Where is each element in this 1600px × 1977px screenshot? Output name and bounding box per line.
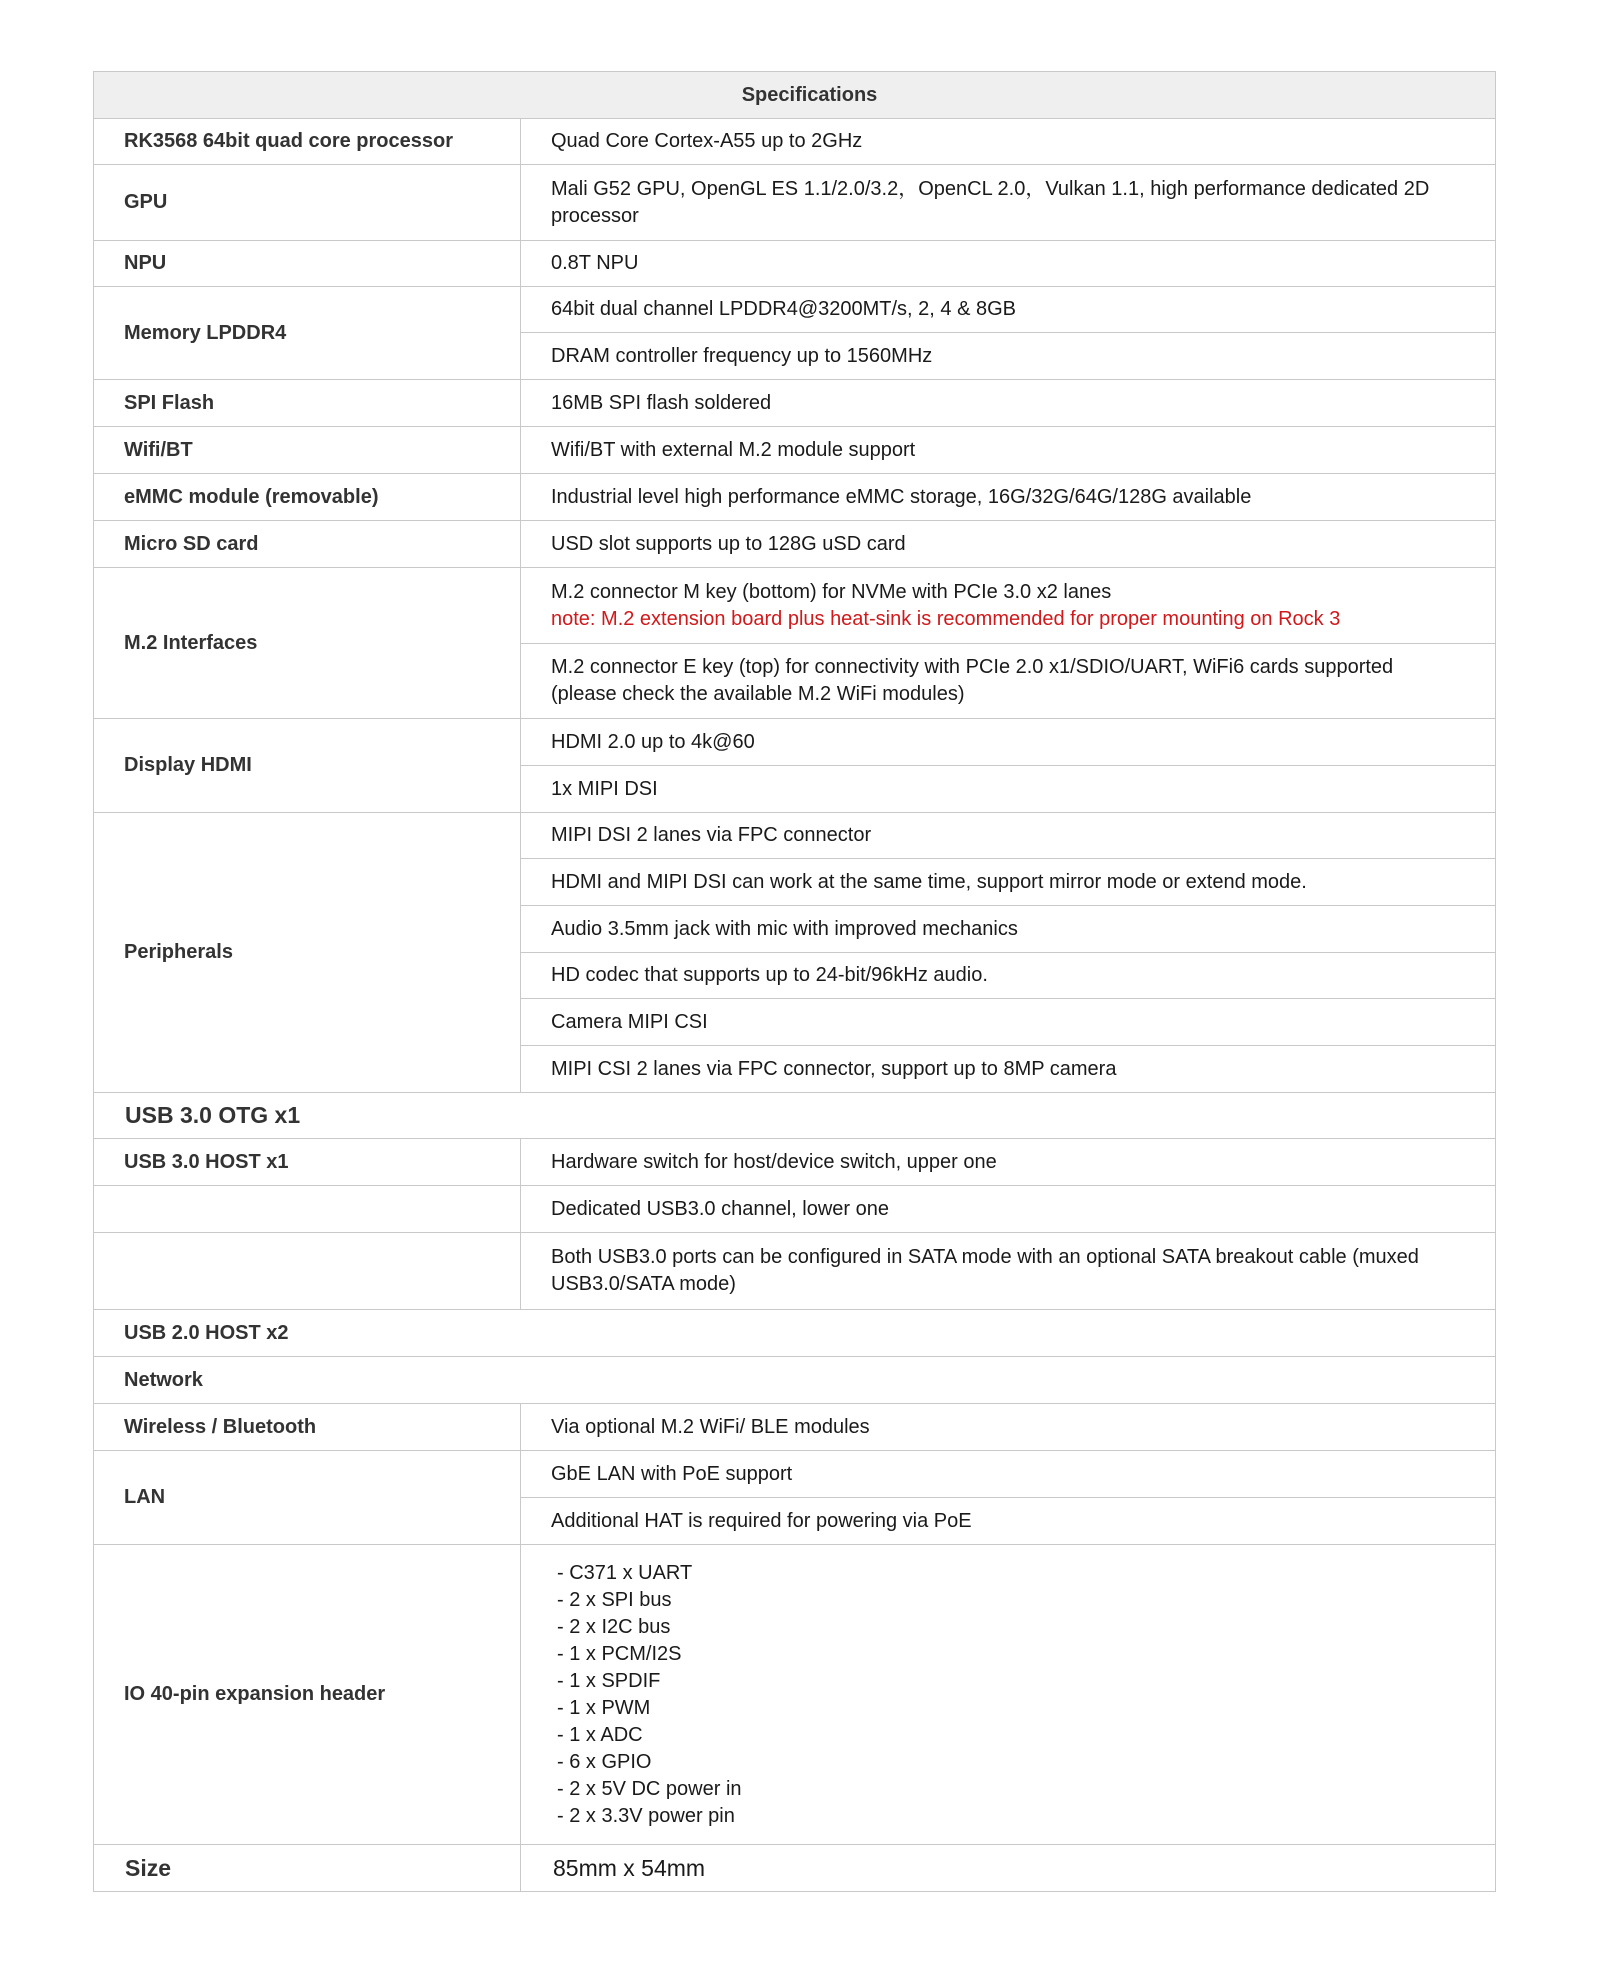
row-label: Micro SD card: [94, 521, 521, 568]
table-row: [94, 1233, 1496, 1310]
row-label: NPU: [94, 241, 521, 287]
row-value: M.2 connector E key (top) for connectivity with PCIe 2.0 x1/SDIO/UART, WiFi6 cards supported (please check the available M.2 WiFi modules): [521, 644, 1496, 719]
table-row: [94, 1186, 1496, 1233]
row-value: Audio 3.5mm jack with mic with improved mechanics: [521, 906, 1496, 953]
row-value: HD codec that supports up to 24-bit/96kHz audio.: [521, 953, 1496, 999]
list-item: - 2 x 3.3V power pin: [557, 1804, 735, 1827]
m2-m-key-text: M.2 connector M key (bottom) for NVMe with PCIe 3.0 x2 lanes: [551, 580, 1112, 603]
specifications-table: [93, 71, 1496, 1892]
row-value: DRAM controller frequency up to 1560MHz: [521, 333, 1496, 380]
row-value: Both USB3.0 ports can be configured in SATA mode with an optional SATA breakout cable (muxed USB3.0/SATA mode): [521, 1233, 1496, 1310]
row-value: MIPI DSI 2 lanes via FPC connector: [521, 813, 1496, 859]
table-row: [94, 1545, 1496, 1845]
row-label: Memory LPDDR4: [94, 287, 521, 380]
list-item: - 2 x SPI bus: [557, 1588, 672, 1611]
row-label: Display HDMI: [94, 719, 521, 813]
row-label: M.2 Interfaces: [94, 568, 521, 719]
row-label: SPI Flash: [94, 380, 521, 427]
table-row: [94, 1093, 1496, 1139]
table-row: [94, 287, 1496, 333]
row-label: IO 40-pin expansion header: [94, 1545, 521, 1845]
table-row: [94, 521, 1496, 568]
table-row: [94, 1139, 1496, 1186]
list-item: - 1 x ADC: [557, 1723, 643, 1746]
table-row: [94, 1404, 1496, 1451]
table-row: [94, 1845, 1496, 1892]
row-label: Wireless / Bluetooth: [94, 1404, 521, 1451]
row-label: RK3568 64bit quad core processor: [94, 119, 521, 165]
table-row: [94, 380, 1496, 427]
list-item: - 1 x SPDIF: [557, 1669, 661, 1692]
row-value: 0.8T NPU: [521, 241, 1496, 287]
header-row: [94, 72, 1496, 119]
row-value: GbE LAN with PoE support: [521, 1451, 1496, 1498]
row-value: HDMI and MIPI DSI can work at the same time, support mirror mode or extend mode.: [521, 859, 1496, 906]
row-value: Hardware switch for host/device switch, upper one: [521, 1139, 1496, 1186]
table-row: [94, 1451, 1496, 1498]
row-value: [521, 568, 1496, 644]
row-value: Industrial level high performance eMMC storage, 16G/32G/64G/128G available: [521, 474, 1496, 521]
table-row: [94, 1357, 1496, 1404]
empty-cell: [94, 1233, 521, 1310]
list-item: - 2 x 5V DC power in: [557, 1777, 742, 1800]
row-label: Size: [94, 1845, 521, 1892]
table-row: [94, 241, 1496, 287]
row-value: Additional HAT is required for powering via PoE: [521, 1498, 1496, 1545]
table-row: [94, 427, 1496, 474]
empty-cell: [94, 1186, 521, 1233]
table-row: [94, 1310, 1496, 1357]
row-label: eMMC module (removable): [94, 474, 521, 521]
row-value: Via optional M.2 WiFi/ BLE modules: [521, 1404, 1496, 1451]
io-header-list: [521, 1545, 1496, 1845]
table-row: [94, 719, 1496, 766]
row-label: LAN: [94, 1451, 521, 1545]
row-value: Camera MIPI CSI: [521, 999, 1496, 1046]
row-value: Wifi/BT with external M.2 module support: [521, 427, 1496, 474]
row-label: GPU: [94, 165, 521, 241]
table-row: [94, 165, 1496, 241]
row-value: MIPI CSI 2 lanes via FPC connector, support up to 8MP camera: [521, 1046, 1496, 1093]
row-value: Dedicated USB3.0 channel, lower one: [521, 1186, 1496, 1233]
list-item: - C371 x UART: [557, 1561, 693, 1584]
table-row: [94, 568, 1496, 644]
row-label: Peripherals: [94, 813, 521, 1093]
list-item: - 1 x PWM: [557, 1696, 651, 1719]
table-row: [94, 119, 1496, 165]
m2-note-text: note: M.2 extension board plus heat-sink is recommended for proper mounting on Rock 3: [551, 607, 1341, 630]
table-title: Specifications: [94, 72, 1496, 119]
list-item: - 2 x I2C bus: [557, 1615, 671, 1638]
row-value: 64bit dual channel LPDDR4@3200MT/s, 2, 4 & 8GB: [521, 287, 1496, 333]
list-item: - 6 x GPIO: [557, 1750, 652, 1773]
row-label: USB 2.0 HOST x2: [94, 1310, 1496, 1357]
row-value: 85mm x 54mm: [521, 1845, 1496, 1892]
row-value: 1x MIPI DSI: [521, 766, 1496, 813]
row-label: USB 3.0 HOST x1: [94, 1139, 521, 1186]
row-label: Network: [94, 1357, 1496, 1404]
table-row: [94, 813, 1496, 859]
row-value: Quad Core Cortex-A55 up to 2GHz: [521, 119, 1496, 165]
row-value: 16MB SPI flash soldered: [521, 380, 1496, 427]
list-item: - 1 x PCM/I2S: [557, 1642, 682, 1665]
row-value: Mali G52 GPU, OpenGL ES 1.1/2.0/3.2，OpenCL 2.0，Vulkan 1.1, high performance dedicated 2D processor: [521, 165, 1496, 241]
table-row: [94, 474, 1496, 521]
row-label: Wifi/BT: [94, 427, 521, 474]
row-value: USD slot supports up to 128G uSD card: [521, 521, 1496, 568]
row-label: USB 3.0 OTG x1: [94, 1093, 1496, 1139]
row-value: HDMI 2.0 up to 4k@60: [521, 719, 1496, 766]
